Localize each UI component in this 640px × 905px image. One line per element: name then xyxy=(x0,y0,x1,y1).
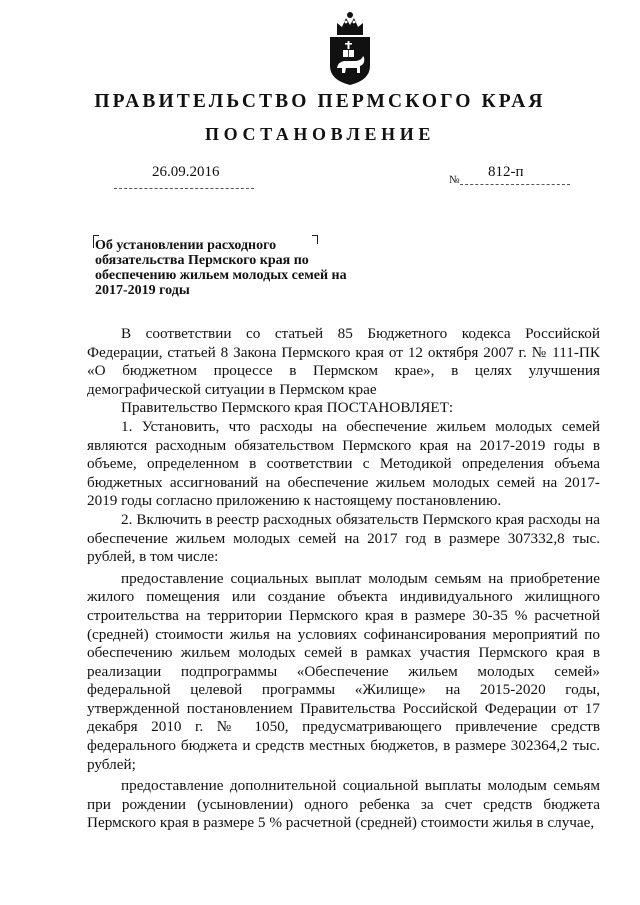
document-number: 812-п xyxy=(488,164,524,180)
document-date: 26.09.2016 xyxy=(152,164,220,180)
date-underline xyxy=(114,188,254,189)
body-paragraph: Правительство Пермского края ПОСТАНОВЛЯЕТ: xyxy=(121,399,454,417)
government-title: ПРАВИТЕЛЬСТВО ПЕРМСКОГО КРАЯ xyxy=(94,91,546,112)
document-type: ПОСТАНОВЛЕНИЕ xyxy=(205,124,435,144)
body-paragraph: 1. Установить, что расходы на обеспечение жильем молодых семей являются расходным обязательством Пермского края на 2017-2019 годы в объеме, определенном в соответствии с Методикой определения объема бюджетных ассигнований на обеспечение жильем молодых семей на 2017-2019 годы согласно приложению к настоящему постановлению. xyxy=(87,417,600,510)
perm-coat-of-arms-icon xyxy=(326,10,374,86)
body-paragraph: 2. Включить в реестр расходных обязательств Пермского края расходы на обеспечение жильем молодых семей на 2017 год в размере 307332,8 тыс. рублей, в том числе: xyxy=(87,510,600,566)
document-body xyxy=(87,325,600,833)
number-prefix: № xyxy=(449,174,460,186)
number-underline xyxy=(460,184,570,185)
body-paragraph: предоставление социальных выплат молодым семьям на приобретение жилого помещения или создание объекта индивидуального жилищного строительства на территории Пермского края в размере 30-35 % расчетной (средней) стоимости жилья на условиях софинансирования мероприятий по обеспечению жильем молодых семей в рамках участия Пермского края в реализации подпрограммы «Обеспечение жильем молодых семей» федеральной целевой программы «Жилище» на 2015-2020 годы, утвержденной постановлением Правительства Российской Федерации от 17 декабря 2010 г. № 1050, предусматривающего привлечение средств федерального бюджета и средств местных бюджетов, в размере 302364,2 тыс. рублей; xyxy=(87,569,600,773)
body-paragraph: В соответствии со статьей 85 Бюджетного кодекса Российской Федерации, статьей 8 Закона Пермского края от 12 октября 2007 г. № 111-ПК «О бюджетном процессе в Пермском крае», в целях улучшения демографической ситуации в Пермском крае xyxy=(87,325,600,398)
body-paragraph: предоставление дополнительной социальной выплаты молодым семьям при рождении (усыновлении) одного ребенка за счет средств бюджета Пермского края в размере 5 % расчетной (средней) стоимости жилья в случае, xyxy=(87,777,600,832)
document-subject: Об установлении расходного обязательства Пермского края по обеспечению жильем молодых семей на 2017-2019 годы xyxy=(95,238,347,298)
